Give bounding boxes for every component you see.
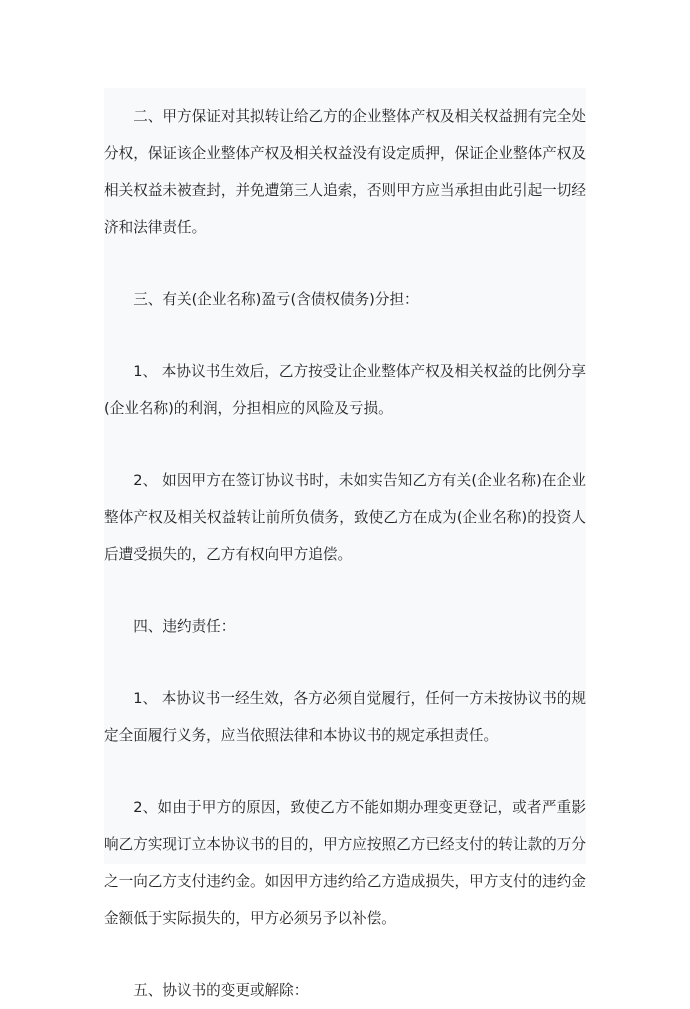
paragraph-performance-obligation: 1、 本协议书一经生效，各方必须自觉履行，任何一方未按协议书的规定全面履行义务，应当依照法律和本协议书的规定承担责任。 [104,690,586,744]
heading-profit-loss-sharing: 三、有关(企业名称)盈亏(含债权债务)分担： [133,291,419,308]
paragraph-guarantee: 二、甲方保证对其拟转让给乙方的企业整体产权及相关权益拥有完全处分权，保证该企业整体产权及相关权益没有设定质押，保证企业整体产权及相关权益未被查封，并免遭第三人追索，否则甲方应当承担由此引起一切经济和法律责任。 [104,108,586,236]
heading-breach-liability: 四、违约责任： [133,618,236,635]
heading-amendment-termination: 五、协议书的变更或解除： [133,982,309,999]
paragraph-debt-liability: 2、 如因甲方在签订协议书时，未如实告知乙方有关(企业名称)在企业整体产权及相关权益转让前所负债务，致使乙方在成为(企业名称)的投资人后遭受损失的，乙方有权向甲方追偿。 [104,472,586,563]
document-body [104,88,586,999]
paragraph-profit-sharing: 1、 本协议书生效后，乙方按受让企业整体产权及相关权益的比例分享(企业名称)的利润，分担相应的风险及亏损。 [104,363,586,417]
paragraph-penalty: 2、如由于甲方的原因，致使乙方不能如期办理变更登记，或者严重影响乙方实现订立本协议书的目的，甲方应按照乙方已经支付的转让款的万分之一向乙方支付违约金。如因甲方违约给乙方造成损失，甲方支付的违约金金额低于实际损失的，甲方必须另予以补偿。 [104,799,586,927]
